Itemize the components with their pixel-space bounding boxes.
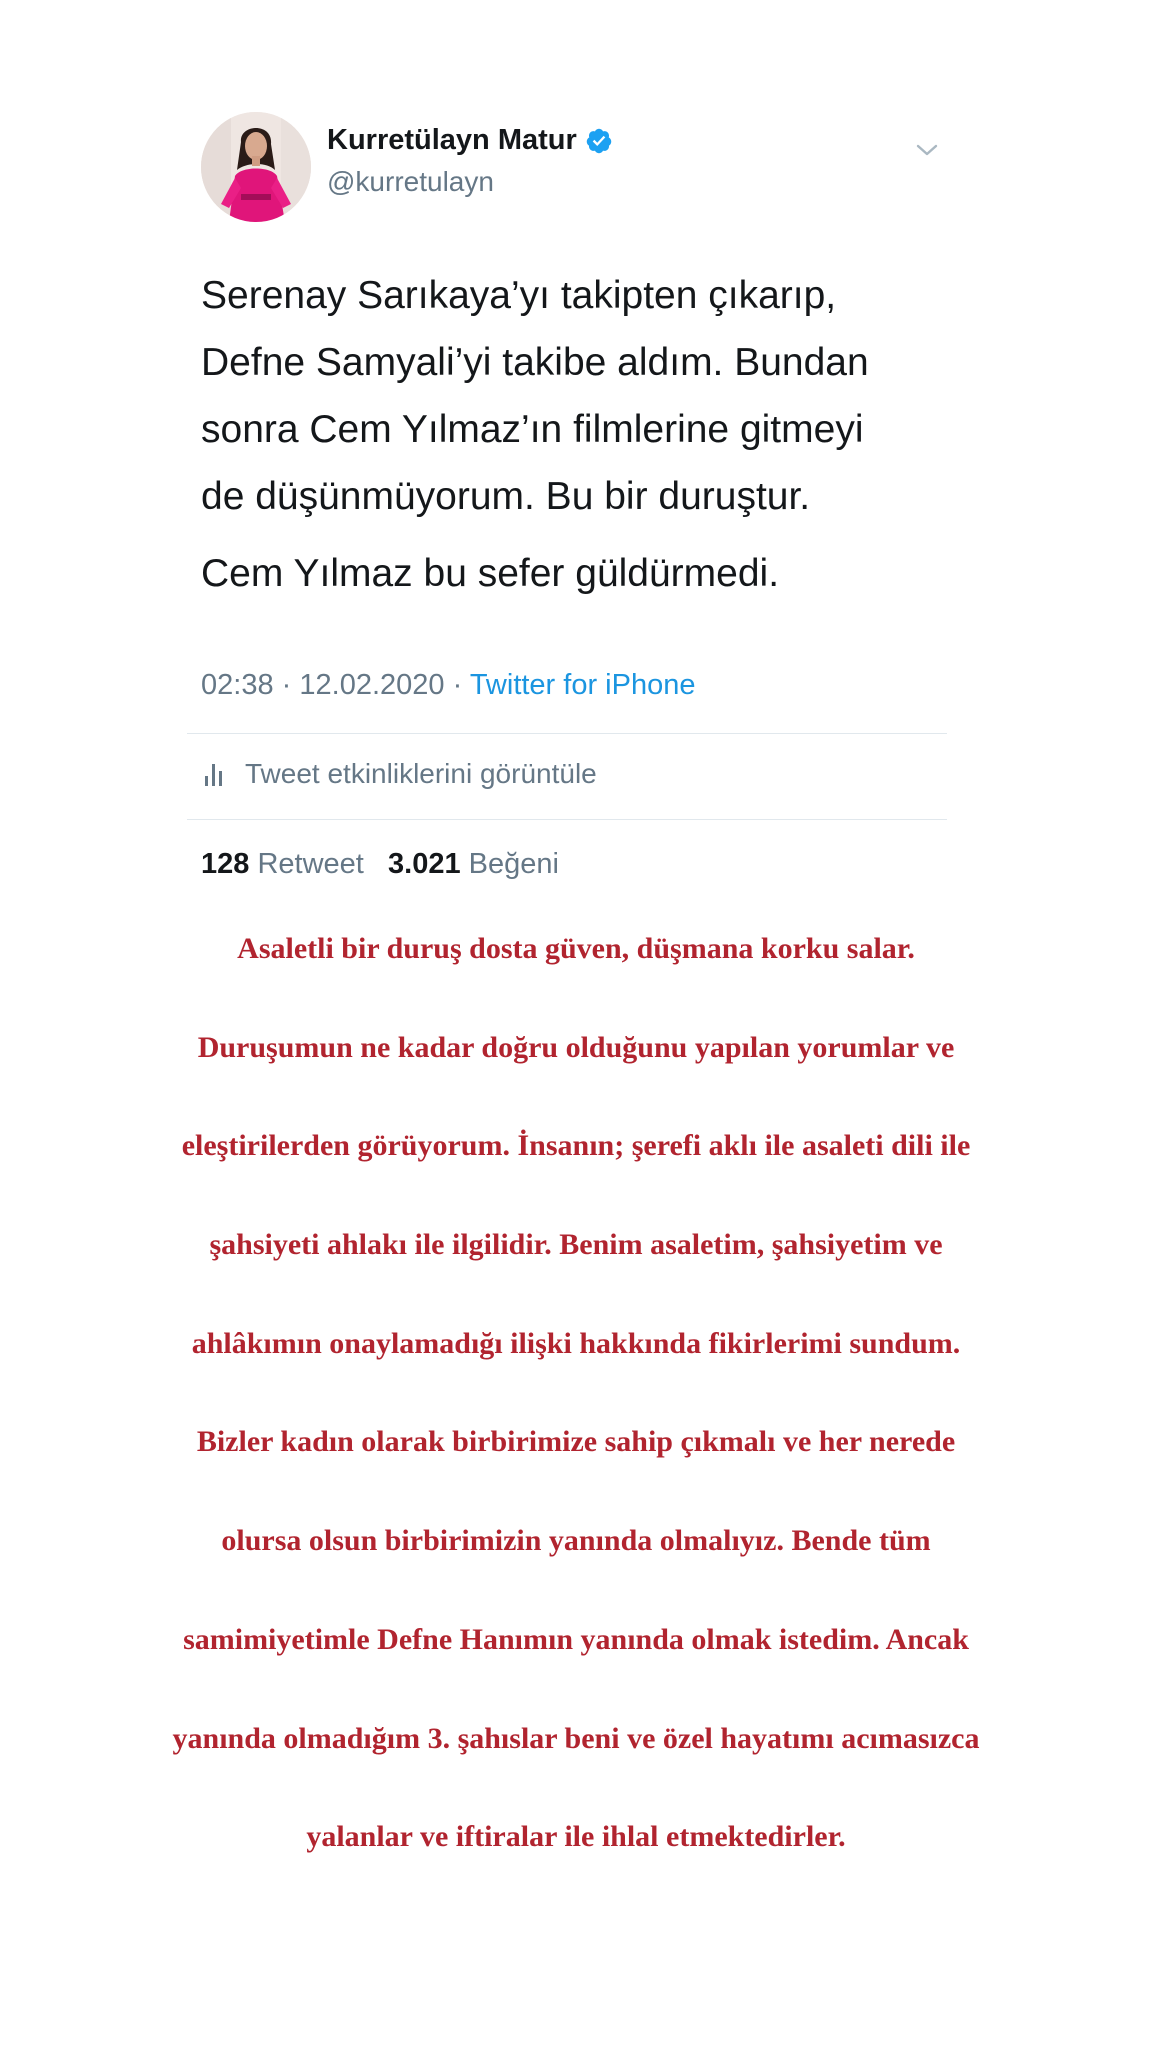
meta-separator: · xyxy=(452,669,463,701)
retweet-count: 128 xyxy=(201,848,250,880)
divider xyxy=(187,819,947,820)
tweet-line: Defne Samyali’yi takibe aldım. Bundan xyxy=(201,341,869,384)
tweet-date[interactable]: 12.02.2020 xyxy=(299,669,445,701)
tweet-stats xyxy=(201,848,559,881)
display-name[interactable]: Kurretülayn Matur xyxy=(327,124,577,156)
tweet-line: de düşünmüyorum. Bu bir duruştur. xyxy=(201,475,811,518)
verified-badge-icon xyxy=(585,127,613,155)
statement-line: samimiyetimle Defne Hanımın yanında olmak istedim. Ancak xyxy=(183,1622,969,1656)
statement-text xyxy=(40,924,1112,1911)
statement-line: ahlâkımın onaylamadığı ilişki hakkında fikirlerimi sundum. xyxy=(191,1326,961,1360)
like-label: Beğeni xyxy=(468,848,559,880)
tweet-text xyxy=(201,262,931,607)
tweet-paragraph xyxy=(201,262,931,530)
meta-separator: · xyxy=(281,669,292,701)
retweet-label: Retweet xyxy=(257,848,364,880)
chevron-down-icon[interactable] xyxy=(913,136,941,164)
tweet-time[interactable]: 02:38 xyxy=(201,669,274,701)
retweet-stat[interactable] xyxy=(201,848,364,880)
tweet-paragraph-second: Cem Yılmaz bu sefer güldürmedi. xyxy=(201,552,780,595)
statement-line: olursa olsun birbirimizin yanında olmalıyız. Bende tüm xyxy=(221,1524,931,1558)
avatar-image xyxy=(201,112,311,222)
tweet-activity-label: Tweet etkinliklerini görüntüle xyxy=(245,758,597,789)
tweet-source-link[interactable]: Twitter for iPhone xyxy=(469,669,696,701)
statement-line: yalanlar ve iftiralar ile ihlal etmektedirler. xyxy=(306,1820,846,1854)
statement-line: Duruşumun ne kadar doğru olduğunu yapılan yorumlar ve xyxy=(197,1030,955,1064)
author-name-row[interactable] xyxy=(327,124,613,157)
tweet-meta xyxy=(201,669,695,702)
statement-line: eleştirilerden görüyorum. İnsanın; şerefi aklı ile asaleti dili ile xyxy=(181,1129,971,1163)
divider xyxy=(187,733,947,734)
user-handle[interactable]: @kurretulayn xyxy=(327,166,494,197)
like-count: 3.021 xyxy=(388,848,461,880)
bar-chart-icon xyxy=(205,762,227,786)
statement-line: yanında olmadığım 3. şahıslar beni ve özel hayatımı acımasızca xyxy=(172,1721,980,1755)
statement-line: Bizler kadın olarak birbirimize sahip çıkmalı ve her nerede xyxy=(196,1425,956,1459)
statement-line: Asaletli bir duruş dosta güven, düşmana korku salar. xyxy=(237,932,915,965)
like-stat[interactable] xyxy=(388,848,559,880)
tweet-line: sonra Cem Yılmaz’ın filmlerine gitmeyi xyxy=(201,408,864,451)
tweet-activity-button[interactable] xyxy=(205,758,597,790)
avatar[interactable] xyxy=(201,112,311,222)
tweet-line: Serenay Sarıkaya’yı takipten çıkarıp, xyxy=(201,274,837,317)
statement-line: şahsiyeti ahlakı ile ilgilidir. Benim asaletim, şahsiyetim ve xyxy=(209,1228,943,1262)
